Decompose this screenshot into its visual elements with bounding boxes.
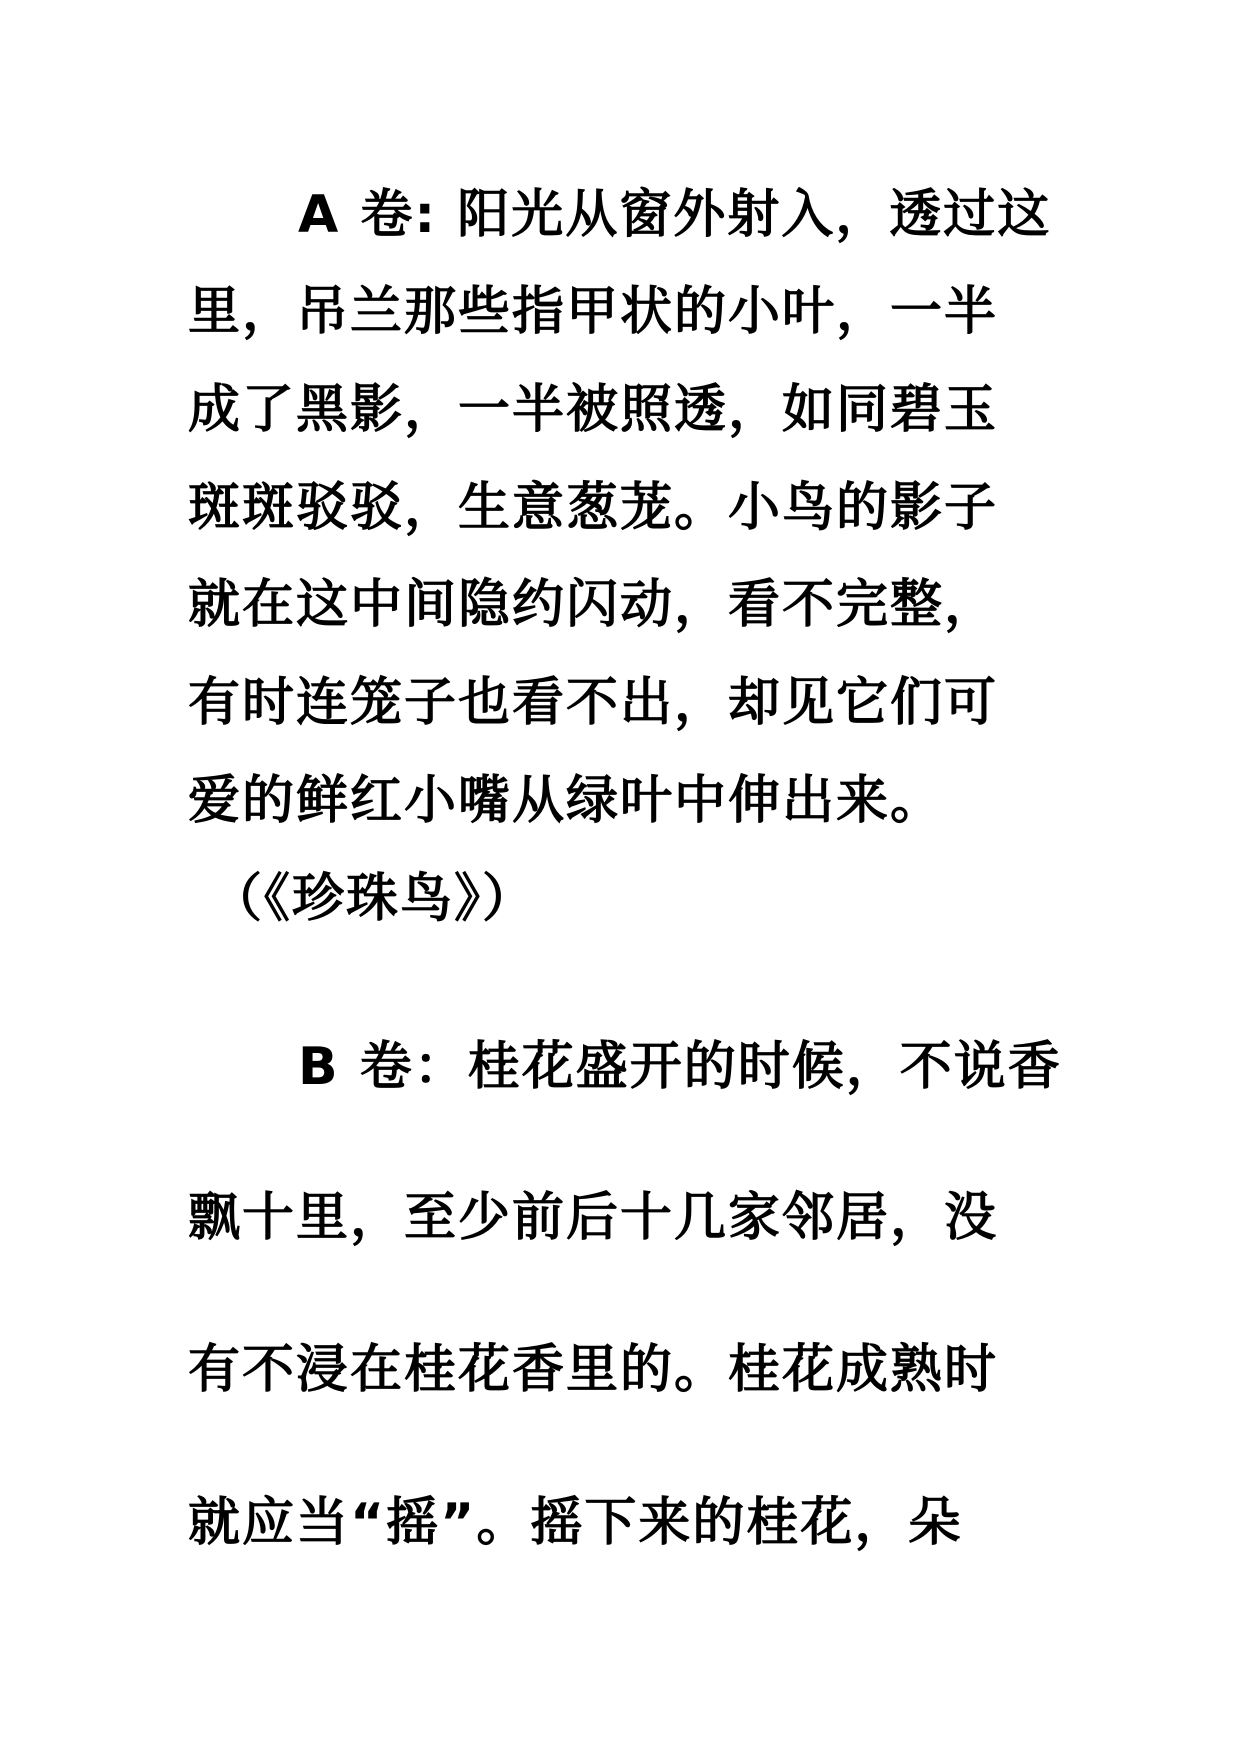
passage-a-line: 有时连笼子也看不出，却见它们可 <box>188 673 999 733</box>
passage-a-line: 斑斑驳驳，生意葱茏。小鸟的影子 <box>188 478 999 538</box>
passage-b-line: 就应当“摇”。摇下来的桂花，朵 <box>188 1493 963 1553</box>
passage-a-line: 里，吊兰那些指甲状的小叶，一半 <box>188 282 999 342</box>
passage-a-citation: （《珍珠鸟》） <box>210 869 537 929</box>
passage-b-line: 有不浸在桂花香里的。桂花成熟时 <box>188 1340 999 1400</box>
passage-a-line: A 卷: 阳光从窗外射入，透过这 <box>298 185 1052 245</box>
passage-b-line: 飘十里，至少前后十几家邻居，没 <box>188 1188 999 1248</box>
passage-a-line: 就在这中间隐约闪动，看不完整， <box>188 575 999 635</box>
passage-a-line: 成了黑影，一半被照透，如同碧玉 <box>188 380 999 440</box>
passage-a-line: 爱的鲜红小嘴从绿叶中伸出来。 <box>188 771 945 831</box>
passage-b-line: B 卷：桂花盛开的时候，不说香 <box>298 1037 1062 1097</box>
